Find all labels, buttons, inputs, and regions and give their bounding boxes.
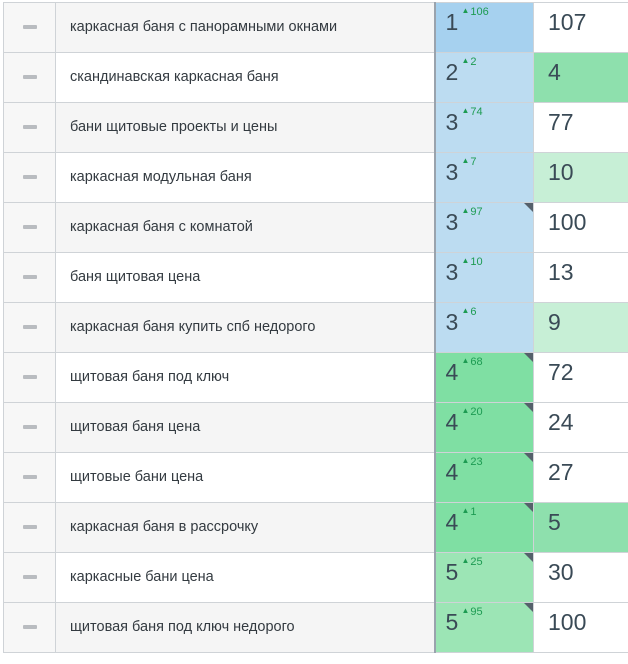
frequency-value: 100	[548, 609, 587, 635]
arrow-up-icon: ▲	[461, 6, 470, 15]
position-cell[interactable]	[435, 3, 534, 53]
row-control-cell[interactable]	[4, 603, 56, 653]
keyword-text: щитовая баня под ключ недорого	[70, 619, 295, 635]
minus-icon[interactable]	[23, 25, 37, 29]
keyword-cell	[56, 403, 435, 453]
position-delta	[462, 556, 483, 568]
position-value: 3	[445, 309, 459, 335]
position-value: 4	[445, 409, 459, 435]
keyword-text: каркасная баня с комнатой	[70, 219, 253, 235]
position-cell[interactable]	[435, 103, 534, 153]
position-delta	[462, 256, 483, 268]
frequency-cell	[534, 53, 628, 103]
position-value: 4	[445, 459, 459, 485]
corner-marker-icon	[524, 603, 533, 612]
arrow-up-icon: ▲	[461, 306, 470, 315]
position-delta-value: 1	[470, 506, 477, 518]
frequency-cell	[534, 303, 628, 353]
frequency-cell	[534, 353, 628, 403]
row-control-cell[interactable]	[4, 353, 56, 403]
frequency-value: 27	[548, 459, 574, 485]
frequency-cell	[534, 503, 628, 553]
row-control-cell[interactable]	[4, 103, 56, 153]
frequency-value: 107	[548, 9, 587, 35]
table-row[interactable]	[4, 453, 628, 503]
position-delta	[462, 56, 477, 68]
position-cell[interactable]	[435, 253, 534, 303]
corner-marker-icon	[524, 453, 533, 462]
frequency-value: 10	[548, 159, 574, 185]
arrow-up-icon: ▲	[461, 456, 470, 465]
arrow-up-icon: ▲	[461, 556, 470, 565]
keyword-text: щитовая баня под ключ	[70, 369, 230, 385]
position-cell[interactable]	[435, 303, 534, 353]
frequency-value: 4	[548, 59, 561, 85]
position-delta-value: 2	[470, 56, 477, 68]
keyword-cell	[56, 553, 435, 603]
table-row[interactable]	[4, 503, 628, 553]
frequency-cell	[534, 453, 628, 503]
minus-icon[interactable]	[23, 575, 37, 579]
keyword-text: щитовая баня цена	[70, 419, 201, 435]
position-delta	[462, 506, 477, 518]
position-cell[interactable]	[435, 153, 534, 203]
minus-icon[interactable]	[23, 125, 37, 129]
corner-marker-icon	[524, 403, 533, 412]
table-row[interactable]	[4, 353, 628, 403]
position-delta-value: 95	[470, 606, 483, 618]
position-delta-value: 68	[470, 356, 483, 368]
row-control-cell[interactable]	[4, 3, 56, 53]
keyword-positions-table	[3, 2, 628, 653]
position-cell[interactable]	[435, 53, 534, 103]
position-delta-value: 6	[470, 306, 477, 318]
minus-icon[interactable]	[23, 475, 37, 479]
minus-icon[interactable]	[23, 525, 37, 529]
keyword-text: каркасная баня с панорамными окнами	[70, 19, 338, 35]
keyword-cell	[56, 603, 435, 653]
position-delta	[462, 606, 483, 618]
arrow-up-icon: ▲	[461, 156, 470, 165]
position-value: 3	[445, 259, 459, 285]
table-row[interactable]	[4, 553, 628, 603]
frequency-value: 30	[548, 559, 574, 585]
frequency-value: 100	[548, 209, 587, 235]
row-control-cell[interactable]	[4, 553, 56, 603]
position-value: 3	[445, 159, 459, 185]
position-cell[interactable]	[435, 453, 534, 503]
row-control-cell[interactable]	[4, 153, 56, 203]
keyword-cell	[56, 253, 435, 303]
keyword-cell	[56, 503, 435, 553]
row-control-cell[interactable]	[4, 253, 56, 303]
frequency-value: 72	[548, 359, 574, 385]
position-delta	[462, 456, 483, 468]
position-value: 3	[445, 109, 459, 135]
keyword-cell	[56, 303, 435, 353]
position-delta	[462, 106, 483, 118]
position-value: 4	[445, 509, 459, 535]
frequency-value: 5	[548, 509, 561, 535]
frequency-cell	[534, 103, 628, 153]
position-cell[interactable]	[435, 503, 534, 553]
frequency-cell	[534, 203, 628, 253]
keyword-text: каркасная баня в рассрочку	[70, 519, 259, 535]
position-delta-value: 97	[470, 206, 483, 218]
keyword-cell	[56, 153, 435, 203]
frequency-value: 24	[548, 409, 574, 435]
frequency-cell	[534, 403, 628, 453]
minus-icon[interactable]	[23, 625, 37, 629]
position-delta	[462, 406, 483, 418]
minus-icon[interactable]	[23, 225, 37, 229]
row-control-cell[interactable]	[4, 503, 56, 553]
minus-icon[interactable]	[23, 175, 37, 179]
position-delta	[462, 156, 477, 168]
frequency-cell	[534, 553, 628, 603]
keyword-cell	[56, 53, 435, 103]
arrow-up-icon: ▲	[461, 206, 470, 215]
position-delta-value: 25	[470, 556, 483, 568]
position-cell[interactable]	[435, 553, 534, 603]
position-delta	[462, 206, 483, 218]
table-row[interactable]	[4, 603, 628, 653]
position-value: 5	[445, 609, 459, 635]
keyword-text: скандинавская каркасная баня	[70, 69, 279, 85]
table-row[interactable]	[4, 203, 628, 253]
position-delta-value: 7	[470, 156, 477, 168]
keyword-text: каркасная баня купить спб недорого	[70, 319, 316, 335]
keyword-cell	[56, 203, 435, 253]
frequency-cell	[534, 3, 628, 53]
position-value: 2	[445, 59, 459, 85]
position-delta-value: 106	[470, 6, 489, 18]
table-row[interactable]	[4, 153, 628, 203]
table-body	[4, 3, 628, 653]
keyword-text: каркасная модульная баня	[70, 169, 252, 185]
position-delta-value: 20	[470, 406, 483, 418]
arrow-up-icon: ▲	[461, 606, 470, 615]
table-row[interactable]	[4, 403, 628, 453]
arrow-up-icon: ▲	[461, 256, 470, 265]
arrow-up-icon: ▲	[461, 406, 470, 415]
table-row[interactable]	[4, 3, 628, 53]
arrow-up-icon: ▲	[461, 56, 470, 65]
corner-marker-icon	[524, 353, 533, 362]
position-delta	[462, 356, 483, 368]
keyword-text: каркасные бани цена	[70, 569, 214, 585]
position-value: 1	[445, 9, 459, 35]
arrow-up-icon: ▲	[461, 356, 470, 365]
position-delta	[462, 306, 477, 318]
row-control-cell[interactable]	[4, 453, 56, 503]
frequency-value: 77	[548, 109, 574, 135]
position-delta	[462, 6, 489, 18]
minus-icon[interactable]	[23, 275, 37, 279]
position-value: 3	[445, 209, 459, 235]
minus-icon[interactable]	[23, 75, 37, 79]
position-cell[interactable]	[435, 603, 534, 653]
table-row[interactable]	[4, 53, 628, 103]
keyword-cell	[56, 103, 435, 153]
frequency-cell	[534, 603, 628, 653]
minus-icon[interactable]	[23, 375, 37, 379]
position-delta-value: 74	[470, 106, 483, 118]
position-cell[interactable]	[435, 403, 534, 453]
row-control-cell[interactable]	[4, 203, 56, 253]
keyword-text: щитовые бани цена	[70, 469, 204, 485]
table-row[interactable]	[4, 103, 628, 153]
corner-marker-icon	[524, 503, 533, 512]
keyword-cell	[56, 453, 435, 503]
table-row[interactable]	[4, 303, 628, 353]
position-delta-value: 10	[470, 256, 483, 268]
position-delta-value: 23	[470, 456, 483, 468]
arrow-up-icon: ▲	[461, 106, 470, 115]
position-cell[interactable]	[435, 353, 534, 403]
keyword-text: бани щитовые проекты и цены	[70, 119, 278, 135]
corner-marker-icon	[524, 203, 533, 212]
frequency-cell	[534, 153, 628, 203]
position-value: 4	[445, 359, 459, 385]
frequency-cell	[534, 253, 628, 303]
keyword-cell	[56, 353, 435, 403]
minus-icon[interactable]	[23, 325, 37, 329]
frequency-value: 9	[548, 309, 561, 335]
corner-marker-icon	[524, 553, 533, 562]
keyword-cell	[56, 3, 435, 53]
keyword-text: баня щитовая цена	[70, 269, 201, 285]
position-value: 5	[445, 559, 459, 585]
minus-icon[interactable]	[23, 425, 37, 429]
row-control-cell[interactable]	[4, 403, 56, 453]
row-control-cell[interactable]	[4, 303, 56, 353]
row-control-cell[interactable]	[4, 53, 56, 103]
arrow-up-icon: ▲	[461, 506, 470, 515]
frequency-value: 13	[548, 259, 574, 285]
position-cell[interactable]	[435, 203, 534, 253]
table-row[interactable]	[4, 253, 628, 303]
